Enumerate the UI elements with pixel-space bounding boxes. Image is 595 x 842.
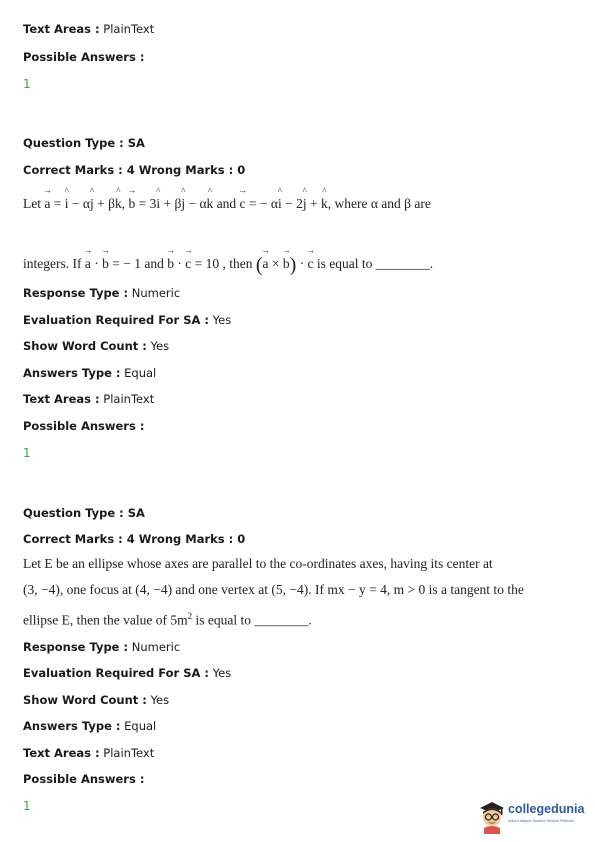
possible-answers-label: Possible Answers : bbox=[23, 419, 145, 433]
show-word-count-row bbox=[23, 339, 169, 353]
answers-type-row bbox=[23, 719, 156, 733]
show-word-count-value: Yes bbox=[150, 693, 170, 707]
unit-k: ^ k bbox=[321, 196, 328, 212]
q1-text: − 2 bbox=[285, 196, 303, 211]
question-type: Question Type : SA bbox=[23, 136, 145, 150]
response-type-label: Response Type : bbox=[23, 640, 129, 654]
unit-i: ^ i bbox=[156, 196, 160, 212]
vector-a: → a bbox=[44, 196, 50, 212]
eval-required-label: Evaluation Required For SA : bbox=[23, 666, 210, 680]
q1-text: Let bbox=[23, 196, 41, 211]
q1-text: − α bbox=[71, 196, 90, 211]
q1-text: , where α and β are bbox=[327, 196, 431, 211]
show-word-count-value: Yes bbox=[150, 339, 170, 353]
logo-tagline: India's largest Student Review Platform bbox=[508, 819, 575, 823]
text-areas-value: PlainText bbox=[103, 392, 155, 406]
q1-text: · bbox=[94, 256, 99, 271]
text-areas-label: Text Areas : bbox=[23, 22, 100, 36]
answers-type-label: Answers Type : bbox=[23, 719, 121, 733]
unit-k: ^ k bbox=[115, 196, 122, 212]
question-1-line-2 bbox=[23, 254, 433, 277]
text-areas-row bbox=[23, 22, 154, 36]
unit-k: ^ k bbox=[207, 196, 214, 212]
q2-line: Let E be an ellipse whose axes are parallel to the co-ordinates axes, having its center at bbox=[23, 556, 493, 571]
q1-text: is equal to ________. bbox=[316, 256, 434, 271]
student-mascot-icon bbox=[477, 798, 507, 834]
q1-text: = 3 bbox=[138, 196, 157, 211]
q1-text: = − α bbox=[248, 196, 278, 211]
possible-answers-label: Possible Answers : bbox=[23, 772, 145, 786]
response-type-value: Numeric bbox=[131, 286, 181, 300]
response-type-row bbox=[23, 286, 180, 300]
eval-required-value: Yes bbox=[212, 313, 232, 327]
q1-text: + β bbox=[97, 196, 115, 211]
q2-text: is equal to ________. bbox=[195, 612, 312, 628]
answers-type-label: Answers Type : bbox=[23, 366, 121, 380]
vector-b: → b bbox=[102, 256, 109, 272]
marks-info: Correct Marks : 4 Wrong Marks : 0 bbox=[23, 163, 246, 177]
unit-j: ^ j bbox=[90, 196, 94, 212]
eval-required-label: Evaluation Required For SA : bbox=[23, 313, 210, 327]
answers-type-row bbox=[23, 366, 156, 380]
answers-type-value: Equal bbox=[124, 719, 157, 733]
q1-text: + β bbox=[163, 196, 182, 211]
vector-a: → a bbox=[263, 256, 269, 272]
q1-text: + bbox=[310, 196, 318, 211]
answers-type-value: Equal bbox=[124, 366, 157, 380]
left-paren: ( bbox=[255, 254, 263, 276]
unit-j: ^ j bbox=[303, 196, 307, 212]
vector-c: → c bbox=[308, 256, 314, 272]
question-1-line-1 bbox=[23, 196, 431, 212]
text-areas-row bbox=[23, 746, 154, 760]
response-type-row bbox=[23, 640, 180, 654]
q1-text: = bbox=[53, 196, 62, 211]
unit-j: ^ j bbox=[181, 196, 185, 212]
answer-value: 1 bbox=[23, 77, 31, 91]
possible-answers-label: Possible Answers : bbox=[23, 50, 145, 64]
q1-text: = 10 , then bbox=[194, 256, 253, 271]
show-word-count-label: Show Word Count : bbox=[23, 693, 147, 707]
unit-i: ^ i bbox=[65, 196, 69, 212]
q2-text: ellipse E, then the value of 5m bbox=[23, 612, 188, 628]
marks-info: Correct Marks : 4 Wrong Marks : 0 bbox=[23, 532, 246, 546]
eval-required-row bbox=[23, 313, 231, 327]
text-areas-row bbox=[23, 392, 154, 406]
q1-text: integers. If bbox=[23, 256, 82, 271]
unit-i: ^ i bbox=[278, 196, 282, 212]
q2-line bbox=[23, 603, 524, 634]
vector-a: → a bbox=[85, 256, 91, 272]
q1-text: , bbox=[121, 196, 126, 211]
text-areas-label: Text Areas : bbox=[23, 392, 100, 406]
vector-c: → c bbox=[240, 196, 246, 212]
right-paren: ) bbox=[289, 254, 297, 276]
question-type: Question Type : SA bbox=[23, 506, 145, 520]
show-word-count-row bbox=[23, 693, 169, 707]
q2-line: (3, −4), one focus at (4, −4) and one vertex at (5, −4). If mx − y = 4, m > 0 is a tangent to the bbox=[23, 582, 524, 597]
answer-value: 1 bbox=[23, 799, 31, 813]
q1-text: and bbox=[216, 196, 237, 211]
question-2-text bbox=[23, 551, 524, 634]
show-word-count-label: Show Word Count : bbox=[23, 339, 147, 353]
eval-required-value: Yes bbox=[212, 666, 232, 680]
q1-text: = − 1 and bbox=[112, 256, 164, 271]
text-areas-value: PlainText bbox=[103, 22, 155, 36]
q1-text: × bbox=[271, 256, 280, 271]
vector-b: → b bbox=[167, 256, 174, 272]
q1-text: · bbox=[299, 256, 305, 271]
collegedunia-logo bbox=[477, 796, 592, 836]
vector-b: → b bbox=[283, 256, 290, 272]
response-type-label: Response Type : bbox=[23, 286, 129, 300]
vector-c: → c bbox=[185, 256, 191, 272]
q1-text: − α bbox=[188, 196, 207, 211]
vector-b: → b bbox=[128, 196, 135, 212]
text-areas-value: PlainText bbox=[103, 746, 155, 760]
response-type-value: Numeric bbox=[131, 640, 181, 654]
logo-wordmark: collegedunia bbox=[508, 802, 585, 816]
text-areas-label: Text Areas : bbox=[23, 746, 100, 760]
q1-text: · bbox=[177, 256, 182, 271]
eval-required-row bbox=[23, 666, 231, 680]
exponent: 2 bbox=[187, 611, 193, 621]
answer-value: 1 bbox=[23, 446, 31, 460]
